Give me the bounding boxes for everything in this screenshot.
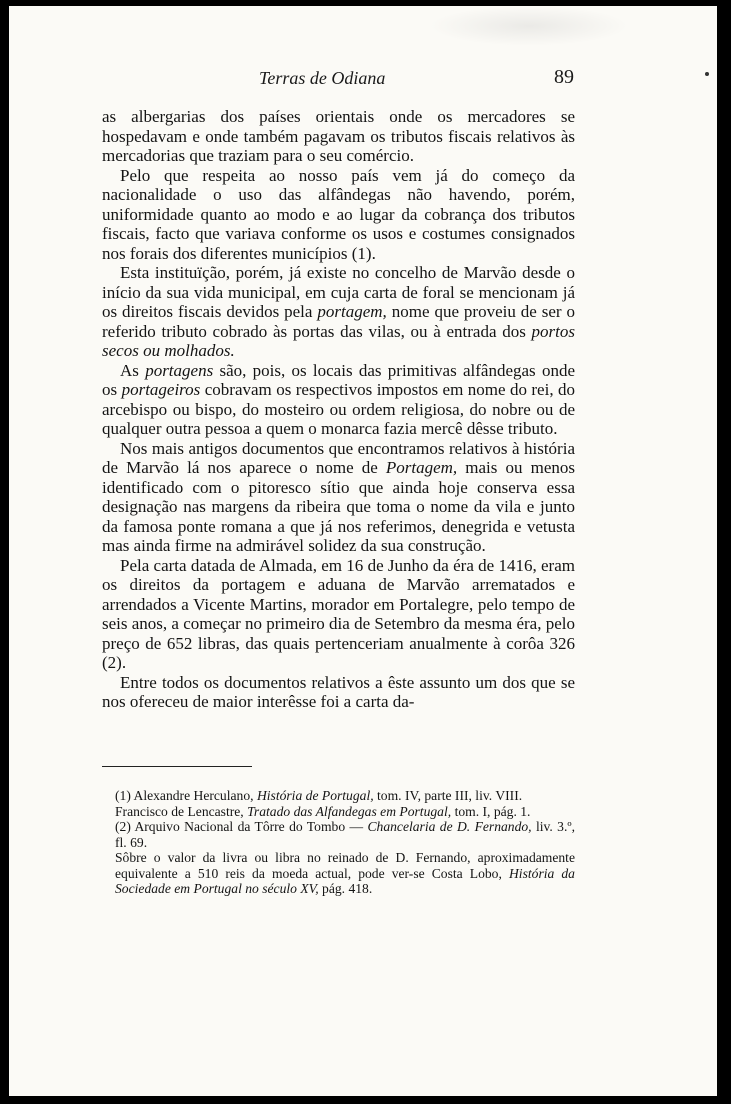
italic-term: portos secos [102, 321, 575, 360]
footnote-1-continued [115, 804, 575, 820]
italic-term: portageiros [121, 380, 201, 399]
body-text [102, 107, 575, 712]
page-number: 89 [554, 66, 574, 88]
italic-title: História da Sociedade em Portugal no século XV, [115, 865, 575, 896]
footnote-2-continued [115, 850, 575, 897]
italic-title: História de Portugal, [256, 788, 374, 803]
running-title: Terras de Odiana [259, 68, 386, 88]
italic-title: Tratado das Alfandegas em Portugal, [247, 803, 452, 819]
italic-term: portagens [145, 360, 214, 380]
text-run: Nos mais antigos documentos que encontramos relativos à história de Marvão lá nos aparece o nome de [102, 438, 575, 477]
paper-stain [429, 6, 629, 46]
footnote-1 [115, 788, 575, 804]
paragraph-1: as albergarias dos países orientais onde os mercadores se hospedavam e onde também pagavam os tributos fiscais relativos às mercadorias que traziam para o seu comércio. [102, 107, 575, 165]
text-run: Esta instituïção, porém, já existe no concelho de Marvão desde o início da sua vida municipal, em cuja carta de foral se mencionam já os direitos fiscais devidos pela [102, 263, 575, 321]
paragraph-3 [102, 263, 575, 361]
text-run: Sôbre o valor da livra ou libra no reinado de D. Fernando, aproximadamente equivalente a 510 reis da moeda actual, pode ver-se Costa Lobo, [115, 850, 575, 881]
footnotes [115, 788, 575, 897]
text-run: (1) Alexandre Herculano, [115, 788, 254, 803]
text-run: mais ou menos identificado com o pitoresco sítio que ainda hoje conserva essa designação nas margens da ribeira que toma o nome da vila e junto da famosa ponte romana a que já nos referimos, denegrida e vetusta mas ainda firme na admirável solidez da sua construção. [102, 458, 575, 555]
italic-term: molhados. [164, 341, 235, 360]
book-page [9, 6, 717, 1096]
text-run: (2) Arquivo Nacional da Tôrre do Tombo — [115, 819, 364, 834]
text-run: Francisco de Lencastre, [115, 803, 244, 819]
paragraph-7: Entre todos os documentos relativos a êste assunto um dos que se nos ofereceu de maior interêsse foi a carta da- [102, 672, 575, 711]
paragraph-6: Pela carta datada de Almada, em 16 de Junho da éra de 1416, eram os direitos da portagem e aduana de Marvão arrematados e arrendados a Vicente Martins, morador em Portalegre, pelo tempo de seis anos, a começar no primeiro dia de Setembro da mesma éra, pelo preço de 652 libras, das quais pertenceriam anualmente à corôa 326 (2). [102, 555, 575, 672]
paragraph-5 [102, 439, 575, 556]
text-run: nome que proveiu de ser o referido tributo cobrado às portas das vilas, ou à entrada dos [102, 302, 575, 341]
text-run: cobravam os respectivos impostos em nome do rei, do arcebispo ou bispo, do mosteiro ou ordem religiosa, do nobre ou de qualquer outra pessoa a quem o monarca fazia mercê dêsse tributo. [102, 380, 576, 438]
text-run: liv. 3.º, fl. 69. [115, 819, 575, 850]
paragraph-2: Pelo que respeita ao nosso país vem já do começo da nacionalidade o uso das alfândegas não havendo, porém, uniformidade quanto ao modo e ao lugar da cobrança dos tributos fiscais, facto que variava conforme os usos e costumes consignados nos forais dos diferentes municípios (1). [102, 165, 575, 263]
footnote-2 [115, 819, 575, 850]
text-run: As [120, 360, 139, 380]
text-run: tom. IV, parte III, liv. VIII. [377, 788, 523, 803]
italic-title: Chancelaria de D. Fernando, [367, 819, 532, 834]
paragraph-4 [102, 361, 575, 439]
italic-term: portagem, [317, 302, 387, 321]
footnote-rule [102, 766, 252, 767]
text-run: pág. 418. [322, 881, 373, 896]
italic-term: Portagem, [385, 458, 458, 477]
italic-term: ou [143, 341, 161, 360]
page-header [9, 66, 717, 96]
text-run: são, pois, os locais das primitivas alfândegas onde os [102, 360, 575, 399]
text-run: tom. I, pág. 1. [454, 803, 531, 819]
